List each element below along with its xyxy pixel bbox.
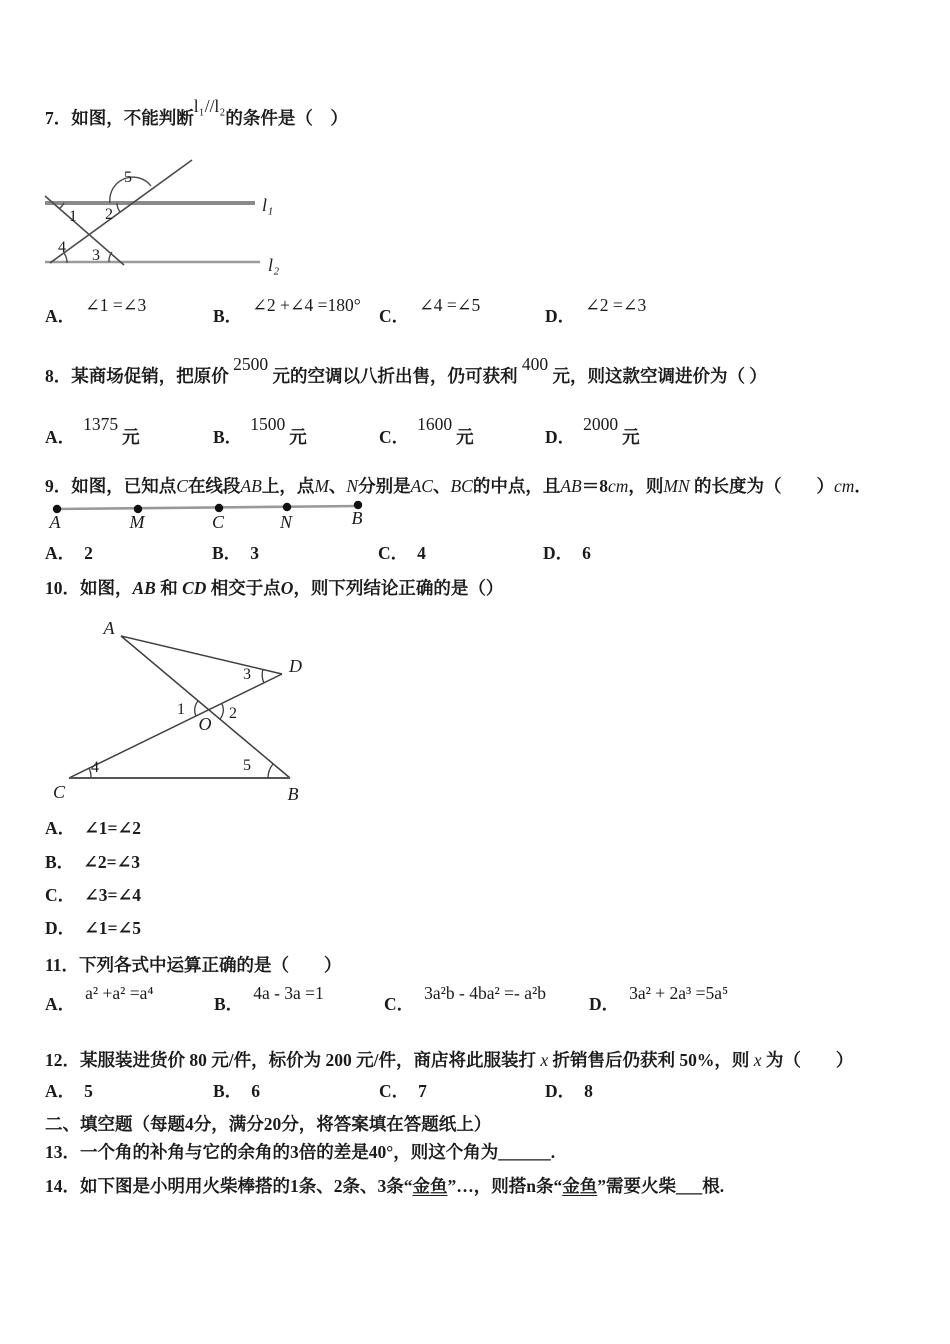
option-letter: B．: [214, 994, 244, 1014]
option-number: 1600: [417, 414, 453, 434]
option-letter: C．: [378, 543, 409, 563]
q9-option-a: [45, 540, 93, 565]
point-c-label: C: [52, 782, 66, 802]
option-expression: a² +a² =a⁴: [85, 983, 154, 1003]
text-segment: 元的空调以八折出售，仍可获利: [268, 366, 522, 386]
text-segment: 分别是: [358, 476, 411, 496]
option-value: 8: [584, 1081, 593, 1101]
option-expression: 4a - 3a =1: [253, 983, 324, 1003]
option-value: ∠1=∠2: [84, 818, 141, 838]
segment-line: [55, 506, 360, 509]
angle-3-arc: [109, 252, 112, 262]
text-segment: BC: [450, 476, 473, 496]
angle-2-arc: [220, 704, 223, 719]
point-a-label: A: [103, 618, 115, 638]
text-segment: l₁//l₂: [193, 96, 226, 116]
text-segment: 金鱼: [562, 1176, 598, 1196]
option-letter: C．: [45, 885, 76, 905]
option-letter: C．: [384, 994, 415, 1014]
q9-option-c: [378, 540, 426, 565]
option-value: 3: [250, 543, 259, 563]
point-c-label: C: [211, 512, 225, 532]
label-l2: l₂: [268, 255, 280, 275]
angle-5-label: 5: [124, 169, 132, 186]
q10-option-c: [45, 882, 141, 907]
option-value: ∠3=∠4: [84, 885, 141, 905]
text-segment: 8．某商场促销，把原价: [45, 366, 234, 386]
option-letter: C．: [379, 306, 410, 326]
text-segment: ”需要火柴: [597, 1176, 676, 1196]
line-a-b: [121, 636, 290, 778]
option-value: 6: [251, 1081, 260, 1101]
text-segment: ___: [675, 1176, 703, 1196]
option-letter: B．: [45, 852, 75, 872]
option-letter: A．: [45, 306, 76, 326]
text-segment: 的长度为（ ）: [689, 476, 835, 496]
option-value: 6: [582, 543, 591, 563]
option-value: 7: [418, 1081, 427, 1101]
q12-option-b: [213, 1078, 260, 1103]
point-n-dot: [283, 503, 291, 511]
line-a-d: [121, 636, 282, 674]
q11-option-b: [214, 983, 324, 1016]
angle-2-label: 2: [229, 705, 237, 722]
text-segment: 为（ ）: [761, 1050, 854, 1070]
option-expression: ∠2 +∠4 =180°: [252, 295, 361, 315]
option-letter: A．: [45, 818, 76, 838]
q11-option-d: [589, 983, 729, 1016]
angle-5-label: 5: [243, 757, 251, 774]
q10-option-a: [45, 815, 141, 840]
text-segment: O: [280, 578, 294, 598]
text-segment: 元，则这款空调进价为（ ）: [548, 366, 767, 386]
text-segment: 11．下列各式中运算正确的是（ ）: [45, 955, 342, 975]
text-segment: N: [346, 476, 359, 496]
text-segment: cm: [834, 476, 855, 496]
text-segment: 9．如图，已知点: [45, 476, 177, 496]
q12-option-a: [45, 1078, 93, 1103]
q8-option-d: [545, 414, 640, 449]
text-segment: AB: [560, 476, 582, 496]
question-10-text: [45, 576, 503, 601]
text-segment: ，则: [628, 476, 664, 496]
text-segment: 上，点: [261, 476, 315, 496]
option-letter: A．: [45, 543, 76, 563]
option-value: ∠2=∠3: [83, 852, 140, 872]
question-7-text: [45, 96, 348, 131]
option-unit: 元: [456, 427, 474, 447]
text-segment: .: [550, 1142, 556, 1162]
angle-2-label: 2: [105, 206, 113, 223]
q10-option-d: [45, 915, 141, 940]
option-value: 4: [417, 543, 426, 563]
text-segment: ＝8: [581, 476, 608, 496]
option-value: ∠1=∠5: [84, 918, 141, 938]
text-segment: x: [540, 1050, 549, 1070]
option-letter: C．: [379, 1081, 410, 1101]
option-letter: D．: [589, 994, 620, 1014]
option-letter: A．: [45, 1081, 76, 1101]
point-n-label: N: [279, 512, 293, 532]
text-segment: ．: [854, 476, 872, 496]
option-letter: D．: [545, 427, 576, 447]
point-b-label: B: [287, 784, 299, 804]
option-expression: ∠2 =∠3: [585, 295, 647, 315]
q11-option-c: [384, 983, 546, 1016]
q7-option-b: [213, 295, 361, 328]
section-2-header: [45, 1112, 491, 1137]
q11-option-a: [45, 983, 154, 1016]
text-segment: 13．一个角的补角与它的余角的3倍的差是40°，则这个角为: [45, 1142, 499, 1162]
point-d-label: D: [289, 656, 302, 676]
q9-option-d: [543, 540, 591, 565]
angle-1-label: 1: [177, 701, 185, 718]
figure-q9-segment: [40, 494, 380, 536]
angle-4-label: 4: [91, 759, 99, 776]
question-14-text: [45, 1174, 724, 1199]
q12-option-d: [545, 1078, 593, 1103]
text-segment: 根.: [702, 1176, 725, 1196]
text-segment: 相交于点: [206, 578, 281, 598]
text-segment: 7．如图，不能判断: [45, 108, 194, 128]
q8-option-b: [213, 414, 307, 449]
text-segment: C: [176, 476, 188, 496]
option-value: 5: [84, 1081, 93, 1101]
text-segment: MN: [663, 476, 690, 496]
q7-option-c: [379, 295, 481, 328]
text-segment: 二、填空题（每题4分，满分20分，将答案填在答题纸上）: [45, 1114, 492, 1134]
text-segment: 2500: [233, 354, 269, 374]
option-unit: 元: [622, 427, 640, 447]
option-expression: ∠1 =∠3: [85, 295, 147, 315]
question-8-text: [45, 354, 767, 389]
text-segment: AB: [132, 578, 156, 598]
option-letter: B．: [213, 427, 243, 447]
q12-option-c: [379, 1078, 427, 1103]
point-b-label: B: [351, 508, 363, 528]
option-letter: D．: [545, 1081, 576, 1101]
option-letter: B．: [212, 543, 242, 563]
text-segment: M: [314, 476, 329, 496]
point-o-label: O: [198, 714, 212, 734]
text-segment: AC: [410, 476, 433, 496]
option-unit: 元: [122, 427, 140, 447]
option-letter: C．: [379, 427, 410, 447]
option-letter: A．: [45, 994, 76, 1014]
point-c-dot: [215, 504, 223, 512]
text-segment: ，则下列结论正确的是（）: [293, 578, 504, 598]
angle-5-arc: [268, 764, 273, 778]
option-letter: D．: [45, 918, 76, 938]
q10-option-b: [45, 849, 140, 874]
text-segment: 的中点，且: [472, 476, 561, 496]
text-segment: 、: [432, 476, 451, 496]
question-12-text: [45, 1048, 853, 1073]
option-number: 2000: [583, 414, 619, 434]
question-11-text: [45, 953, 342, 978]
q9-option-b: [212, 540, 259, 565]
q8-option-c: [379, 414, 474, 449]
text-segment: 的条件是（ ）: [225, 108, 348, 128]
text-segment: 10．如图，: [45, 578, 133, 598]
text-segment: 12．某服装进货价 80 元/件，标价为 200 元/件，商店将此服装打: [45, 1050, 541, 1070]
text-segment: 和: [155, 578, 183, 598]
q7-option-a: [45, 295, 147, 328]
angle-4-label: 4: [58, 239, 66, 256]
angle-3-label: 3: [243, 666, 251, 683]
text-segment: 、: [328, 476, 347, 496]
option-letter: B．: [213, 306, 243, 326]
text-segment: cm: [607, 476, 629, 496]
option-letter: A．: [45, 427, 76, 447]
figure-q7-parallel-lines: [40, 150, 310, 288]
angle-1-arc: [195, 701, 198, 716]
option-expression: 3a² + 2a³ =5a⁵: [629, 983, 729, 1003]
option-unit: 元: [289, 427, 307, 447]
angle-1-label: 1: [69, 208, 77, 225]
q8-option-a: [45, 414, 140, 449]
text-segment: 折销售后仍获利 50%，则: [548, 1050, 754, 1070]
option-letter: B．: [213, 1081, 243, 1101]
text-segment: AB: [240, 476, 262, 496]
figure-q10-intersecting-lines: [45, 612, 335, 812]
option-value: 2: [84, 543, 93, 563]
text-segment: CD: [182, 578, 207, 598]
text-segment: x: [753, 1050, 762, 1070]
text-segment: 400: [521, 354, 549, 374]
option-letter: D．: [545, 306, 576, 326]
text-segment: 金鱼: [412, 1176, 448, 1196]
text-segment: ______: [498, 1142, 551, 1162]
point-a-label: A: [49, 512, 61, 532]
text-segment: 在线段: [187, 476, 241, 496]
angle-3-arc: [262, 669, 264, 683]
option-expression: ∠4 =∠5: [419, 295, 481, 315]
option-letter: D．: [543, 543, 574, 563]
question-13-text: [45, 1140, 555, 1165]
text-segment: 14．如下图是小明用火柴棒搭的1条、2条、3条“: [45, 1176, 413, 1196]
option-expression: 3a²b - 4ba² =- a²b: [424, 983, 546, 1003]
angle-3-label: 3: [92, 247, 100, 264]
label-l1: l₁: [262, 195, 274, 215]
option-number: 1500: [250, 414, 286, 434]
option-number: 1375: [83, 414, 119, 434]
point-m-label: M: [129, 512, 145, 532]
text-segment: ”…，则搭n条“: [447, 1176, 563, 1196]
q7-option-d: [545, 295, 647, 328]
